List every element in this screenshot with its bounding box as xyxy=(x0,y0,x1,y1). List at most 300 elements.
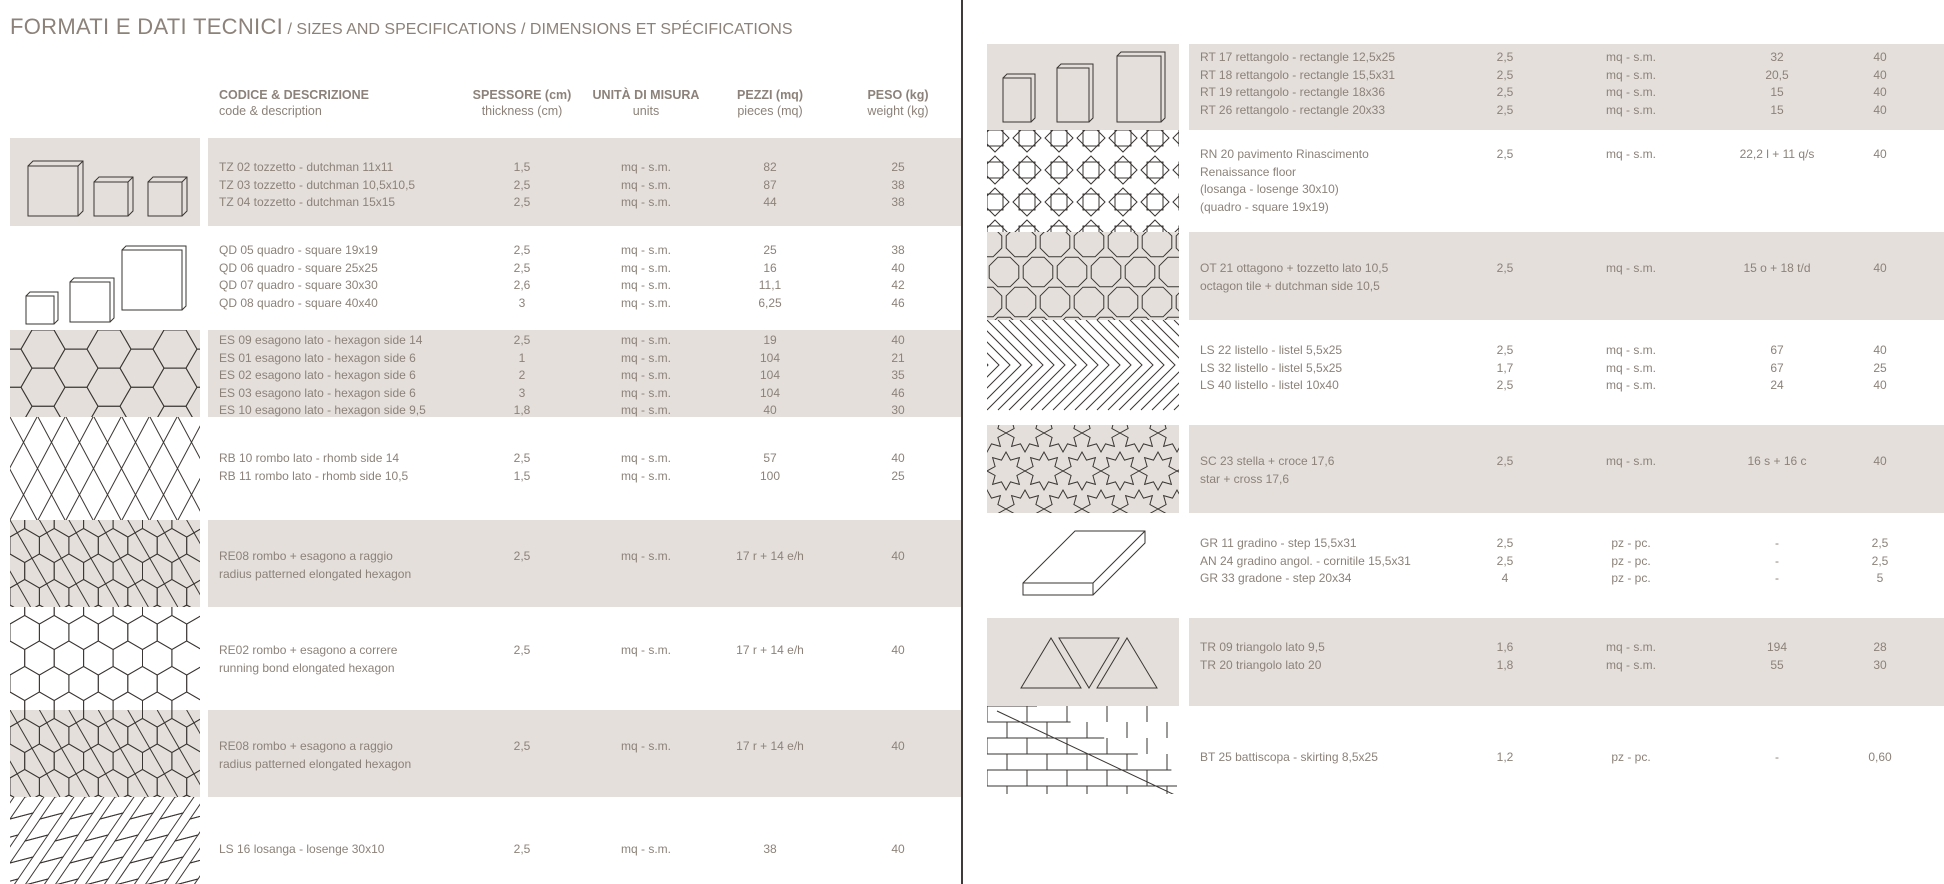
header-pieces-label: PEZZI (mq) xyxy=(737,88,803,102)
pieces-value-line: 100 xyxy=(759,468,781,483)
thickness-value xyxy=(1445,146,1565,164)
octagon-pattern-illustration xyxy=(987,232,1179,320)
weight-value xyxy=(1820,260,1940,278)
header-units-sublabel: units xyxy=(632,104,660,118)
weight-value-line: 0,60 xyxy=(1868,750,1892,764)
pieces-value-line: 15 xyxy=(1770,102,1784,117)
thickness-value-line: 2,5 xyxy=(513,195,531,209)
thickness-value xyxy=(462,642,582,660)
header-thickness xyxy=(462,87,582,119)
units-value-line: mq - s.m. xyxy=(1606,85,1656,99)
units-value-line: mq - s.m. xyxy=(621,385,671,400)
thickness-value-line: 2,5 xyxy=(1496,85,1514,99)
weight-value xyxy=(838,738,958,756)
product-description-line: RE02 rombo + esagono a correre xyxy=(219,643,398,657)
pieces-value xyxy=(1717,453,1837,471)
right-page xyxy=(965,0,1944,884)
thickness-value-line: 4 xyxy=(1501,571,1509,585)
units-value xyxy=(586,332,706,420)
units-value-line: mq - s.m. xyxy=(621,160,671,174)
weight-value-line: 2,5 xyxy=(1871,553,1889,568)
product-description xyxy=(219,332,426,420)
weight-value xyxy=(1820,146,1940,164)
product-description-line: running bond elongated hexagon xyxy=(219,660,395,675)
weight-value xyxy=(1820,342,1940,395)
product-description-line: (quadro - square 19x19) xyxy=(1200,199,1329,214)
title-main: FORMATI E DATI TECNICI xyxy=(10,14,284,39)
pieces-value-line: 22,2 l + 11 q/s xyxy=(1739,147,1815,161)
table-row xyxy=(0,138,963,226)
pieces-value-line: 16 s + 16 c xyxy=(1747,454,1807,468)
product-description-line: RT 17 rettangolo - rectangle 12,5x25 xyxy=(1200,50,1396,64)
pieces-value xyxy=(1717,749,1837,767)
skirting-pattern-illustration xyxy=(987,706,1179,794)
product-description-line: radius patterned elongated hexagon xyxy=(219,756,412,771)
header-pieces-sublabel: pieces (mq) xyxy=(737,104,803,118)
units-value xyxy=(586,841,706,859)
pieces-value-line: 194 xyxy=(1766,640,1788,654)
thickness-value xyxy=(1445,639,1565,674)
product-description xyxy=(219,242,378,312)
units-value-line: mq - s.m. xyxy=(621,451,671,465)
header-code xyxy=(219,87,369,119)
product-description-line: TZ 02 tozzetto - dutchman 11x11 xyxy=(219,160,394,174)
header-weight-label: PESO (kg) xyxy=(867,88,929,102)
weight-value-line: 40 xyxy=(1873,454,1887,468)
product-description xyxy=(1200,260,1388,295)
weight-value xyxy=(1820,49,1940,119)
pieces-value-line: 104 xyxy=(759,385,781,400)
header-thickness-label: SPESSORE (cm) xyxy=(472,88,572,102)
product-description-line: (losanga - losenge 30x10) xyxy=(1200,182,1339,196)
units-value-line: mq - s.m. xyxy=(621,842,671,856)
table-row xyxy=(965,513,1944,618)
table-row xyxy=(0,226,963,330)
pieces-value-line: 17 r + 14 e/h xyxy=(736,739,804,753)
herringbone-pattern-illustration xyxy=(987,320,1179,425)
table-row xyxy=(0,797,963,884)
product-description-line: BT 25 battiscopa - skirting 8,5x25 xyxy=(1200,750,1378,764)
units-value-line: mq - s.m. xyxy=(621,260,671,275)
thickness-value-line: 2,5 xyxy=(513,177,531,192)
product-description-line: OT 21 ottagono + tozzetto lato 10,5 xyxy=(1200,261,1389,275)
weight-value-line: 40 xyxy=(891,643,905,657)
thickness-value-line: 2,5 xyxy=(1496,378,1514,392)
rectangles-pattern-illustration xyxy=(987,44,1179,130)
product-description-line: ES 09 esagono lato - hexagon side 14 xyxy=(219,333,423,347)
product-description xyxy=(1200,453,1334,488)
units-value-line: mq - s.m. xyxy=(621,368,671,382)
units-value-line: mq - s.m. xyxy=(621,403,671,417)
weight-value-line: 38 xyxy=(891,243,905,257)
units-value-line: mq - s.m. xyxy=(621,739,671,753)
pieces-value-line: - xyxy=(1775,571,1779,585)
header-code-sublabel: code & description xyxy=(219,104,322,118)
pieces-value-line: 25 xyxy=(763,243,777,257)
product-description-line: LS 16 losanga - losenge 30x10 xyxy=(219,842,385,856)
pieces-value xyxy=(710,332,830,420)
pieces-value-line: 82 xyxy=(763,160,777,174)
thickness-value xyxy=(1445,49,1565,119)
product-description-line: TZ 04 tozzetto - dutchman 15x15 xyxy=(219,195,396,209)
table-row xyxy=(0,607,963,710)
pieces-value-line: 20,5 xyxy=(1765,67,1789,82)
units-value xyxy=(1571,639,1691,674)
weight-value-line: 38 xyxy=(891,195,905,209)
pieces-value-line: 19 xyxy=(763,333,777,347)
weight-value-line: 42 xyxy=(891,278,905,292)
product-description-line: RE08 rombo + esagono a raggio xyxy=(219,549,393,563)
weight-value xyxy=(1820,453,1940,471)
thickness-value-line: 2,5 xyxy=(513,842,531,856)
units-value-line: mq - s.m. xyxy=(1606,343,1656,357)
product-description-line: GR 33 gradone - step 20x34 xyxy=(1200,571,1352,585)
weight-value-line: 28 xyxy=(1873,640,1887,654)
thickness-value xyxy=(1445,453,1565,471)
pieces-value-line: 44 xyxy=(763,195,777,209)
table-row xyxy=(0,417,963,520)
weight-value-line: 5 xyxy=(1876,571,1884,585)
thickness-value-line: 2,5 xyxy=(513,643,531,657)
product-description xyxy=(1200,342,1342,395)
thickness-value xyxy=(462,450,582,485)
product-description-line: TZ 03 tozzetto - dutchman 10,5x10,5 xyxy=(219,177,416,192)
units-value xyxy=(1571,146,1691,164)
weight-value xyxy=(838,548,958,566)
units-value xyxy=(586,450,706,485)
pieces-value-line: - xyxy=(1775,750,1779,764)
product-description-line: ES 03 esagono lato - hexagon side 6 xyxy=(219,385,416,400)
product-description-line: SC 23 stella + croce 17,6 xyxy=(1200,454,1335,468)
weight-value-line: 40 xyxy=(1873,147,1887,161)
pieces-value xyxy=(1717,535,1837,588)
thickness-value-line: 3 xyxy=(518,385,526,400)
product-description-line: GR 11 gradino - step 15,5x31 xyxy=(1200,536,1357,550)
weight-value-line: 40 xyxy=(1873,102,1887,117)
units-value xyxy=(586,242,706,312)
thickness-value xyxy=(462,332,582,420)
product-description-line: LS 32 listello - listel 5,5x25 xyxy=(1200,360,1343,375)
thickness-value-line: 2,5 xyxy=(513,260,531,275)
product-description-line: octagon tile + dutchman side 10,5 xyxy=(1200,278,1380,293)
weight-value xyxy=(1820,749,1940,767)
weight-value-line: 40 xyxy=(891,333,905,347)
thickness-value xyxy=(1445,342,1565,395)
product-description xyxy=(1200,749,1378,767)
product-description xyxy=(219,450,408,485)
table-row xyxy=(965,130,1944,232)
weight-value-line: 38 xyxy=(891,177,905,192)
units-value xyxy=(1571,342,1691,395)
pieces-value-line: 15 o + 18 t/d xyxy=(1743,261,1811,275)
product-description-line: RT 26 rettangolo - rectangle 20x33 xyxy=(1200,102,1386,117)
units-value-line: mq - s.m. xyxy=(1606,640,1656,654)
losange-pattern-illustration xyxy=(10,797,200,884)
pieces-value-line: 11,1 xyxy=(758,278,782,292)
units-value-line: mq - s.m. xyxy=(621,643,671,657)
product-description-line: RB 11 rombo lato - rhomb side 10,5 xyxy=(219,468,409,483)
thickness-value-line: 2,5 xyxy=(513,549,531,563)
pieces-value-line: - xyxy=(1775,536,1779,550)
thickness-value xyxy=(462,548,582,566)
product-description-line: LS 40 listello - listel 10x40 xyxy=(1200,378,1339,392)
product-description-line: radius patterned elongated hexagon xyxy=(219,566,412,581)
weight-value-line: 40 xyxy=(1873,67,1887,82)
units-value-line: mq - s.m. xyxy=(1606,360,1656,375)
weight-value xyxy=(838,841,958,859)
weight-value xyxy=(1820,535,1940,588)
thickness-value-line: 2,5 xyxy=(1496,261,1514,275)
product-description-line: star + cross 17,6 xyxy=(1200,471,1290,486)
weight-value-line: 35 xyxy=(891,368,905,382)
units-value-line: pz - pc. xyxy=(1611,553,1651,568)
pieces-value-line: 57 xyxy=(763,451,777,465)
product-description-line: AN 24 gradino angol. - cornitile 15,5x31 xyxy=(1200,553,1411,568)
pieces-value-line: 87 xyxy=(763,177,777,192)
weight-value-line: 40 xyxy=(891,549,905,563)
thickness-value-line: 1,8 xyxy=(513,403,531,417)
weight-value-line: 25 xyxy=(891,160,905,174)
product-description-line: QD 06 quadro - square 25x25 xyxy=(219,260,378,275)
units-value-line: mq - s.m. xyxy=(1606,261,1656,275)
product-description-line: RT 18 rettangolo - rectangle 15,5x31 xyxy=(1200,67,1396,82)
pieces-value xyxy=(710,548,830,566)
header-code-label: CODICE & DESCRIZIONE xyxy=(219,88,370,102)
page-title xyxy=(10,14,792,40)
thickness-value-line: 2 xyxy=(518,368,526,382)
thickness-value-line: 3 xyxy=(518,295,526,310)
pieces-value-line: 67 xyxy=(1770,343,1784,357)
pieces-value xyxy=(1717,639,1837,674)
product-description-line: ES 01 esagono lato - hexagon side 6 xyxy=(219,350,416,365)
running-hexagon-pattern-illustration xyxy=(10,607,200,710)
units-value-line: mq - s.m. xyxy=(1606,378,1656,392)
table-row xyxy=(965,232,1944,320)
weight-value-line: 25 xyxy=(891,468,905,483)
page-spine xyxy=(961,0,963,884)
product-description-line: LS 22 listello - listel 5,5x25 xyxy=(1200,343,1343,357)
units-value xyxy=(1571,535,1691,588)
product-description-line: RT 19 rettangolo - rectangle 18x36 xyxy=(1200,85,1386,99)
pieces-value xyxy=(710,450,830,485)
thickness-value xyxy=(1445,749,1565,767)
units-value-line: pz - pc. xyxy=(1611,571,1651,585)
units-value-line: mq - s.m. xyxy=(621,278,671,292)
product-description xyxy=(1200,146,1369,216)
weight-value xyxy=(838,332,958,420)
thickness-value-line: 1,7 xyxy=(1496,360,1514,375)
weight-value-line: 2,5 xyxy=(1871,536,1889,550)
thickness-value-line: 2,5 xyxy=(1496,454,1514,468)
tozzetto-squares-pattern-illustration xyxy=(10,138,200,226)
units-value-line: mq - s.m. xyxy=(621,195,671,209)
table-row xyxy=(0,520,963,607)
product-description-line: ES 02 esagono lato - hexagon side 6 xyxy=(219,368,416,382)
units-value-line: mq - s.m. xyxy=(621,243,671,257)
header-weight xyxy=(838,87,958,119)
product-description xyxy=(1200,49,1395,119)
thickness-value-line: 2,5 xyxy=(1496,50,1514,64)
header-weight-sublabel: weight (kg) xyxy=(867,104,929,118)
table-row xyxy=(965,320,1944,425)
thickness-value-line: 1,8 xyxy=(1496,657,1514,672)
units-value xyxy=(1571,749,1691,767)
pieces-value xyxy=(710,159,830,212)
product-description xyxy=(219,642,397,677)
units-value-line: mq - s.m. xyxy=(1606,657,1656,672)
pieces-value-line: - xyxy=(1775,553,1779,568)
product-description-line: TR 20 triangolo lato 20 xyxy=(1200,657,1322,672)
weight-value-line: 40 xyxy=(1873,261,1887,275)
units-value-line: mq - s.m. xyxy=(1606,454,1656,468)
units-value-line: mq - s.m. xyxy=(621,468,671,483)
header-units-label: UNITÀ DI MISURA xyxy=(592,88,700,102)
weight-value-line: 40 xyxy=(1873,50,1887,64)
weight-value-line: 40 xyxy=(891,451,905,465)
product-description-line: RE08 rombo + esagono a raggio xyxy=(219,739,393,753)
pieces-value xyxy=(710,242,830,312)
pieces-value-line: 17 r + 14 e/h xyxy=(736,549,804,563)
product-description-line: QD 07 quadro - square 30x30 xyxy=(219,278,378,292)
units-value-line: mq - s.m. xyxy=(1606,147,1656,161)
product-description-line: RB 10 rombo lato - rhomb side 14 xyxy=(219,451,400,465)
pieces-value-line: 38 xyxy=(763,842,777,856)
table-row xyxy=(0,710,963,797)
thickness-value-line: 2,5 xyxy=(513,739,531,753)
product-description xyxy=(1200,639,1325,674)
weight-value-line: 21 xyxy=(891,350,905,365)
pieces-value xyxy=(710,738,830,756)
weight-value-line: 40 xyxy=(891,260,905,275)
product-description-line: TR 09 triangolo lato 9,5 xyxy=(1200,640,1325,654)
product-description-line: Renaissance floor xyxy=(1200,164,1297,179)
pieces-value xyxy=(1717,146,1837,164)
thickness-value-line: 2,5 xyxy=(1496,102,1514,117)
header-units xyxy=(586,87,706,119)
weight-value-line: 40 xyxy=(891,739,905,753)
hexagon-grid-pattern-illustration xyxy=(10,330,200,417)
units-value-line: mq - s.m. xyxy=(621,333,671,347)
pieces-value-line: 104 xyxy=(759,368,781,382)
units-value-line: mq - s.m. xyxy=(621,295,671,310)
units-value xyxy=(586,159,706,212)
table-row xyxy=(965,618,1944,706)
weight-value xyxy=(838,642,958,660)
product-description xyxy=(1200,535,1411,588)
radius-hexagon-pattern-illustration xyxy=(10,520,200,607)
thickness-value-line: 1,5 xyxy=(513,160,531,174)
table-row xyxy=(0,330,963,417)
radius-hexagon-pattern-illustration xyxy=(10,710,200,797)
thickness-value-line: 2,5 xyxy=(513,243,531,257)
thickness-value-line: 2,5 xyxy=(1496,343,1514,357)
pieces-value-line: 15 xyxy=(1770,85,1784,99)
thickness-value-line: 2,5 xyxy=(513,333,531,347)
pieces-value-line: 24 xyxy=(1770,378,1784,392)
thickness-value xyxy=(462,242,582,312)
pieces-value xyxy=(1717,342,1837,395)
pieces-value-line: 16 xyxy=(763,260,777,275)
thickness-value-line: 2,5 xyxy=(1496,147,1514,161)
units-value-line: mq - s.m. xyxy=(1606,50,1656,64)
pieces-value-line: 17 r + 14 e/h xyxy=(736,643,804,657)
thickness-value xyxy=(462,738,582,756)
weight-value-line: 40 xyxy=(1873,343,1887,357)
product-description xyxy=(219,548,411,583)
weight-value-line: 40 xyxy=(1873,378,1887,392)
weight-value-line: 46 xyxy=(891,385,905,400)
units-value xyxy=(586,642,706,660)
product-description-line: ES 10 esagono lato - hexagon side 9,5 xyxy=(219,403,426,417)
weight-value xyxy=(838,450,958,485)
thickness-value-line: 1,6 xyxy=(1496,640,1514,654)
units-value xyxy=(586,738,706,756)
units-value-line: mq - s.m. xyxy=(1606,67,1656,82)
thickness-value xyxy=(1445,260,1565,278)
weight-value-line: 25 xyxy=(1873,360,1887,375)
product-description xyxy=(219,841,384,859)
table-row xyxy=(965,425,1944,513)
left-page xyxy=(0,0,963,884)
thickness-value-line: 2,6 xyxy=(513,278,531,292)
pieces-value-line: 55 xyxy=(1770,657,1784,672)
weight-value-line: 40 xyxy=(891,842,905,856)
product-description-line: RN 20 pavimento Rinascimento xyxy=(1200,147,1369,161)
pieces-value xyxy=(1717,49,1837,119)
units-value-line: mq - s.m. xyxy=(621,549,671,563)
triangles-pattern-illustration xyxy=(987,618,1179,706)
units-value-line: mq - s.m. xyxy=(621,350,671,365)
table-row xyxy=(965,706,1944,794)
pieces-value-line: 40 xyxy=(763,403,777,417)
units-value xyxy=(1571,49,1691,119)
pieces-value xyxy=(1717,260,1837,278)
thickness-value xyxy=(1445,535,1565,588)
thickness-value-line: 1,5 xyxy=(513,468,531,483)
header-thickness-sublabel: thickness (cm) xyxy=(481,104,563,118)
thickness-value-line: 2,5 xyxy=(1496,67,1514,82)
thickness-value-line: 2,5 xyxy=(1496,553,1514,568)
units-value-line: mq - s.m. xyxy=(621,177,671,192)
rhomb-grid-pattern-illustration xyxy=(10,417,200,520)
step-pattern-illustration xyxy=(987,513,1179,618)
weight-value-line: 30 xyxy=(891,403,905,417)
thickness-value xyxy=(462,159,582,212)
units-value-line: mq - s.m. xyxy=(1606,102,1656,117)
thickness-value-line: 1,2 xyxy=(1496,750,1514,764)
units-value-line: pz - pc. xyxy=(1611,750,1651,764)
product-description xyxy=(219,159,415,212)
weight-value-line: 46 xyxy=(891,295,905,310)
thickness-value-line: 2,5 xyxy=(513,451,531,465)
product-description-line: QD 05 quadro - square 19x19 xyxy=(219,243,378,257)
weight-value-line: 30 xyxy=(1873,657,1887,672)
weight-value-line: 40 xyxy=(1873,85,1887,99)
pieces-value-line: 104 xyxy=(759,350,781,365)
product-description-line: QD 08 quadro - square 40x40 xyxy=(219,295,378,310)
pieces-value-line: 67 xyxy=(1770,360,1784,375)
star-cross-pattern-illustration xyxy=(987,425,1179,513)
thickness-value xyxy=(462,841,582,859)
units-value xyxy=(1571,260,1691,278)
weight-value xyxy=(1820,639,1940,674)
table-row xyxy=(965,44,1944,130)
pieces-value-line: 32 xyxy=(1770,50,1784,64)
product-description xyxy=(219,738,411,773)
title-subtitle: / SIZES AND SPECIFICATIONS / DIMENSIONS ET SPÉCIFICATIONS xyxy=(287,21,793,38)
units-value xyxy=(1571,453,1691,471)
weight-value xyxy=(838,242,958,312)
